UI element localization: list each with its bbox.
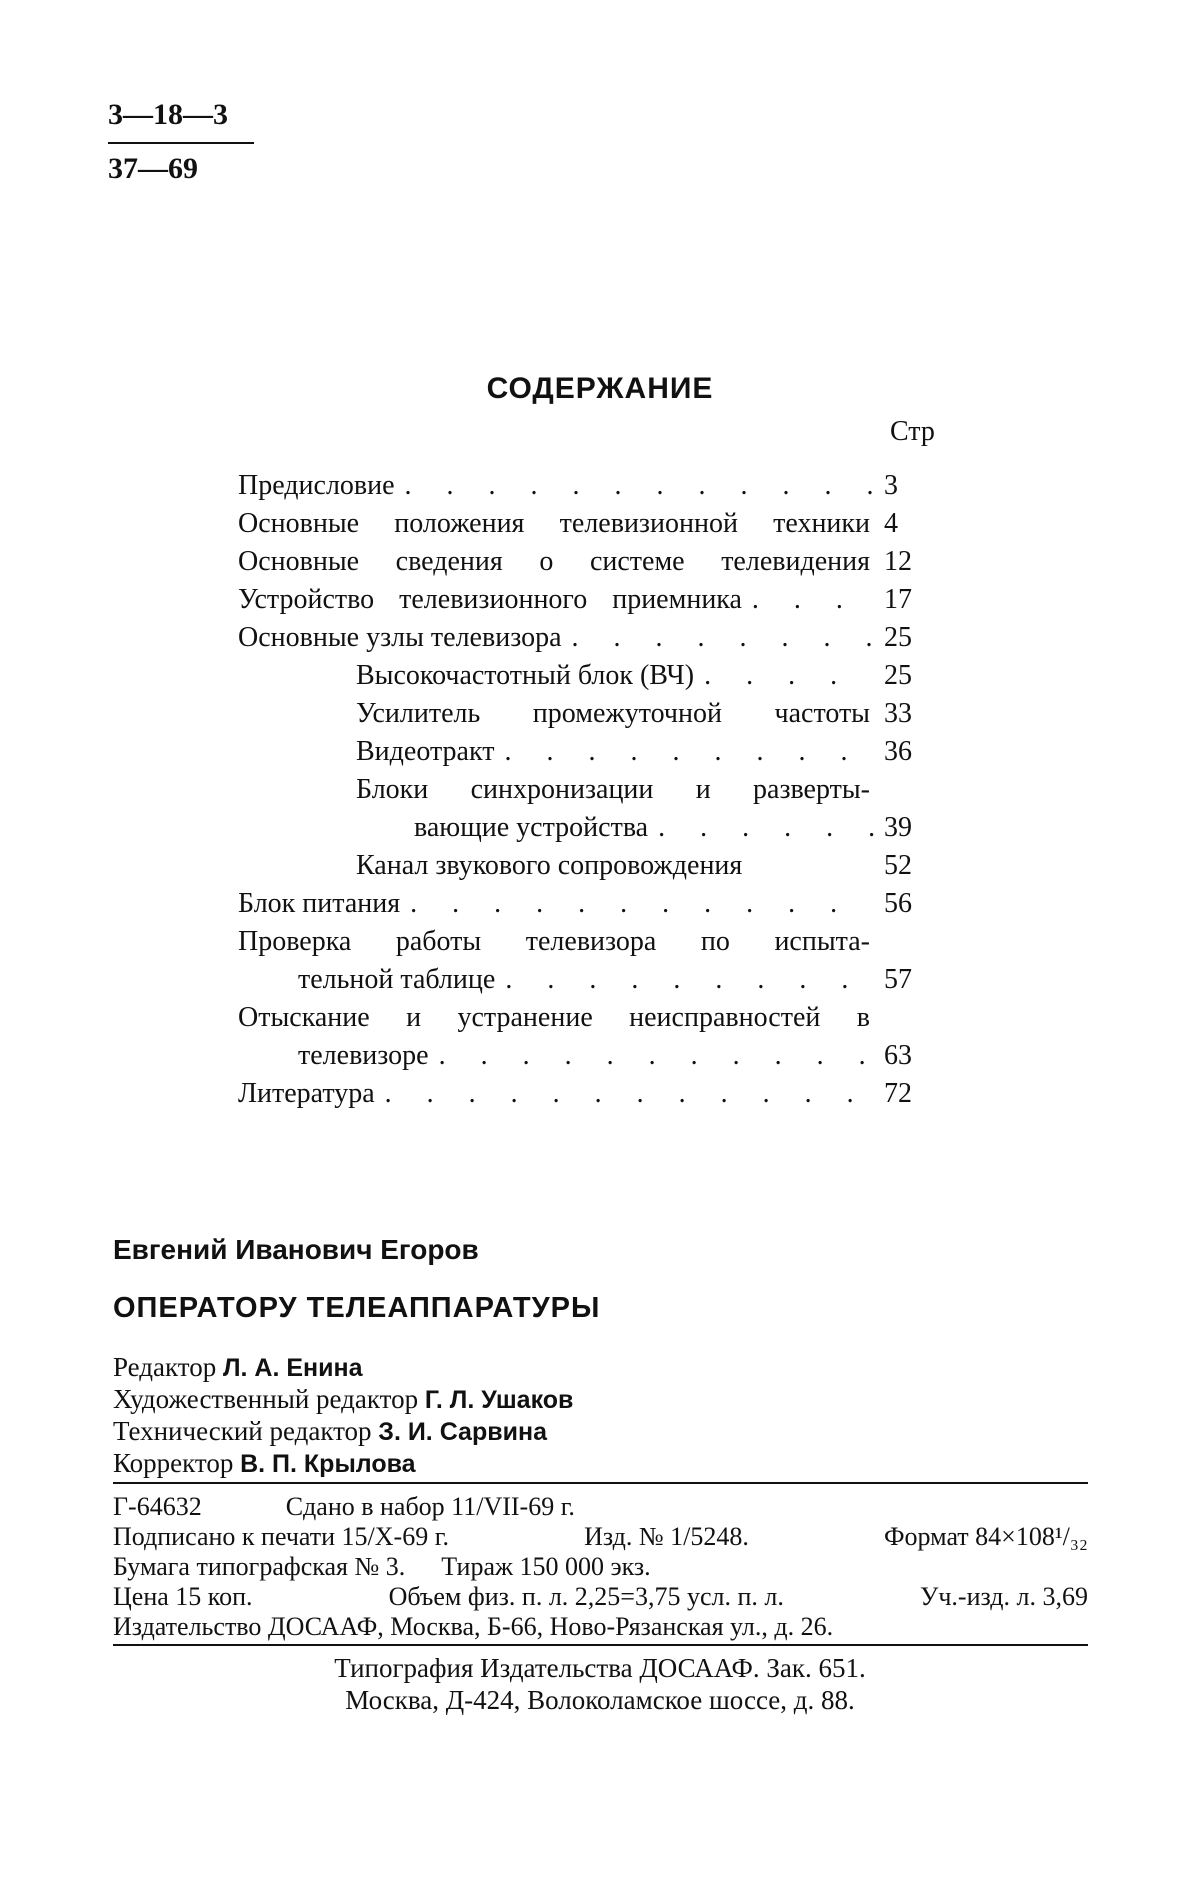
toc-entry-title: телевизоре <box>298 1040 429 1071</box>
staff-line <box>113 1384 573 1416</box>
index-bottom: 37—69 <box>108 152 198 185</box>
toc-entry-title: Основные положения телевизионной техники <box>238 508 870 539</box>
toc-entry-continued <box>238 812 928 850</box>
staff-line <box>113 1416 573 1448</box>
toc-entry-title: Усилитель промежуточной частоты <box>356 698 870 729</box>
imprint-code: Г-64632 <box>113 1492 202 1521</box>
imprint-edition: Изд. № 1/5248. <box>584 1522 749 1551</box>
imprint-line <box>113 1522 1088 1552</box>
toc-entry-page: 17 <box>884 584 912 615</box>
index-top: 3—18—3 <box>108 100 254 144</box>
leader-dots <box>439 1040 874 1072</box>
printing-line: Москва, Д-424, Волоколамское шоссе, д. 88. <box>345 1685 855 1715</box>
imprint-line <box>113 1552 1088 1582</box>
toc-entry <box>238 660 928 698</box>
toc-entry-title: Высокочастотный блок (ВЧ) <box>356 660 695 691</box>
toc-entry-title: Отыскание и устранение неисправностей в <box>238 1002 870 1033</box>
toc-entry-page: 25 <box>884 622 912 653</box>
toc-entry-title: Канал звукового сопровождения <box>356 850 743 881</box>
imprint-typeset: Сдано в набор 11/VII-69 г. <box>285 1492 575 1521</box>
toc-entry <box>238 584 928 622</box>
toc-entry-page: 12 <box>884 546 912 577</box>
imprint-publisher: Издательство ДОСААФ, Москва, Б-66, Ново-Рязанская ул., д. 26. <box>113 1612 834 1641</box>
toc-entry-page: 39 <box>884 812 912 843</box>
toc-entry <box>238 622 928 660</box>
leader-dots <box>385 1078 874 1110</box>
toc-entry-title: Предисловие <box>238 470 395 501</box>
imprint-volume: Объем физ. п. л. 2,25=3,75 усл. п. л. <box>388 1582 784 1611</box>
leader-dots <box>410 888 874 920</box>
imprint-line <box>113 1582 1088 1612</box>
imprint-paper: Бумага типографская № 3. <box>113 1552 406 1581</box>
staff-line <box>113 1448 573 1480</box>
toc-entry-title: Основные узлы телевизора <box>238 622 562 653</box>
staff-role: Технический редактор <box>113 1416 372 1446</box>
staff-credits <box>113 1352 573 1480</box>
toc-entry-page: 4 <box>884 508 898 539</box>
toc-entry-page: 63 <box>884 1040 912 1071</box>
toc-entry-title: Основные сведения о системе телевидения <box>238 546 870 577</box>
toc-entry-page: 56 <box>884 888 912 919</box>
imprint-line <box>113 1612 1088 1646</box>
toc-entry-page: 36 <box>884 736 912 767</box>
toc-entry-page: 25 <box>884 660 912 691</box>
toc-entry-page: 33 <box>884 698 912 729</box>
staff-role: Корректор <box>113 1448 234 1478</box>
toc-entry-title: Литература <box>238 1078 375 1109</box>
imprint-block <box>113 1482 1088 1646</box>
toc-entry <box>238 1002 928 1040</box>
leader-dots <box>752 584 874 616</box>
printing-house <box>0 1652 1200 1716</box>
toc-entry-title: Проверка работы телевизора по испыта- <box>238 926 870 957</box>
table-of-contents <box>238 470 928 1116</box>
toc-page-header: Стр <box>890 416 935 447</box>
leader-dots <box>504 736 874 768</box>
toc-entry-page: 57 <box>884 964 912 995</box>
leader-dots <box>658 812 874 844</box>
toc-entry-page: 72 <box>884 1078 912 1109</box>
toc-entry-title: Блок питания <box>238 888 401 919</box>
staff-name: Л. А. Енина <box>222 1354 363 1382</box>
imprint-signed: Подписано к печати 15/X-69 г. <box>113 1522 449 1551</box>
toc-entry-title: Блоки синхронизации и разверты- <box>356 774 870 805</box>
imprint-acc-volume: Уч.-изд. л. 3,69 <box>919 1582 1088 1611</box>
toc-entry <box>238 470 928 508</box>
book-title: ОПЕРАТОРУ ТЕЛЕАППАРАТУРЫ <box>113 1292 601 1324</box>
author-name: Евгений Иванович Егоров <box>113 1234 479 1265</box>
toc-entry <box>238 546 928 584</box>
leader-dots <box>572 622 874 654</box>
toc-entry <box>238 888 928 926</box>
toc-entry <box>238 1078 928 1116</box>
staff-name: Г. Л. Ушаков <box>424 1386 574 1414</box>
staff-line <box>113 1352 573 1384</box>
toc-entry-title: Видеотракт <box>356 736 495 767</box>
toc-title: СОДЕРЖАНИЕ <box>486 372 714 405</box>
imprint-price: Цена 15 коп. <box>113 1582 253 1611</box>
toc-entry-page: 52 <box>884 850 912 881</box>
toc-entry <box>238 698 928 736</box>
leader-dots <box>704 660 874 692</box>
imprint-line <box>113 1492 1088 1522</box>
imprint-circulation: Тираж 150 000 экз. <box>441 1552 651 1581</box>
toc-entry-continued <box>238 964 928 1002</box>
toc-entry <box>238 926 928 964</box>
toc-entry-page: 3 <box>884 470 898 501</box>
publication-index <box>108 100 254 184</box>
toc-entry <box>238 736 928 774</box>
imprint-format: Формат 84×108¹/₃₂ <box>884 1522 1088 1551</box>
toc-entry <box>238 508 928 546</box>
leader-dots <box>405 470 874 502</box>
toc-entry-title: вающие устройства <box>414 812 649 843</box>
toc-entry-continued <box>238 1040 928 1078</box>
printing-line: Типография Издательства ДОСААФ. Зак. 651. <box>334 1653 866 1683</box>
staff-name: В. П. Крылова <box>240 1450 416 1478</box>
leader-dots <box>505 964 874 996</box>
toc-entry-title: тельной таблице <box>298 964 496 995</box>
toc-entry-title: Устройство телевизионного приемника <box>238 584 742 615</box>
toc-entry <box>238 774 928 812</box>
staff-role: Редактор <box>113 1352 217 1382</box>
toc-entry <box>238 850 928 888</box>
staff-role: Художественный редактор <box>113 1384 419 1414</box>
staff-name: З. И. Сарвина <box>378 1418 547 1446</box>
